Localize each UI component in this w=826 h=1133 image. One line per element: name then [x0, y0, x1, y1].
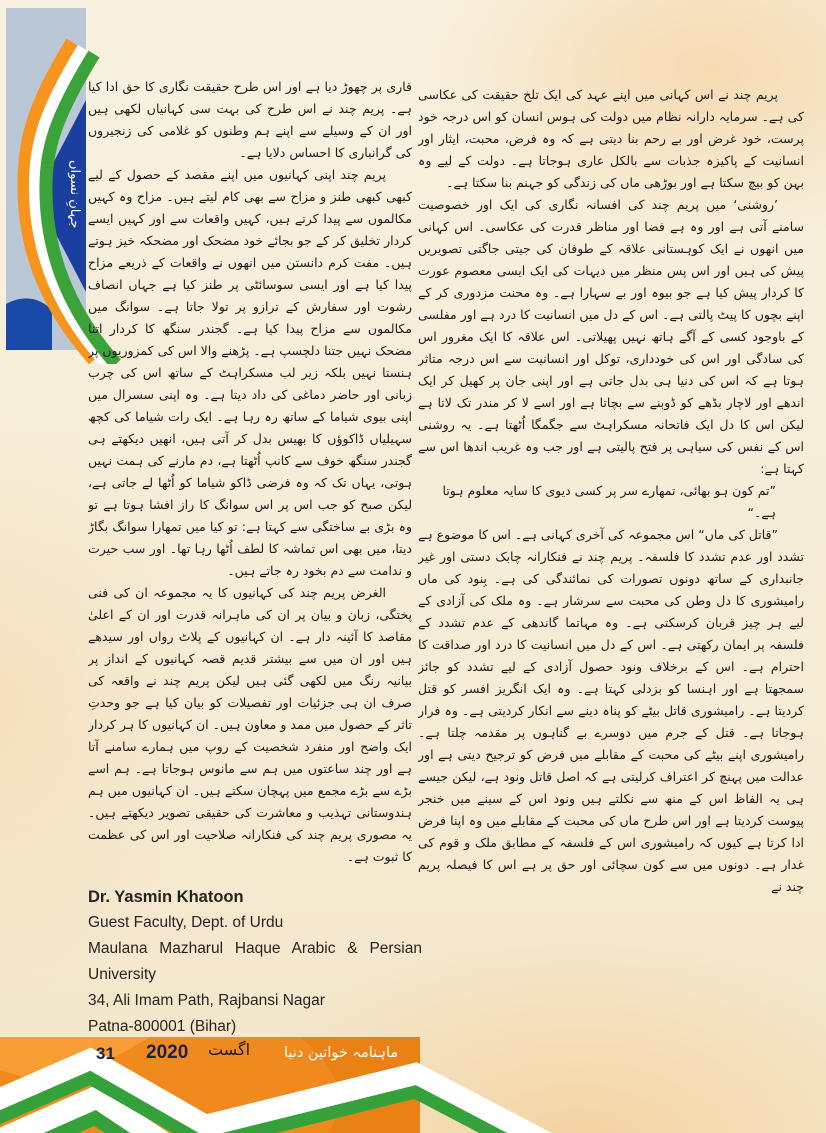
- section-label-vertical: جہانِ نسواں: [67, 160, 82, 229]
- right-paragraph-2: ’روشنی‘ میں پریم چند کی افسانہ نگاری کی ایک اور خصوصیت سامنے آتی ہے اور وہ ہے فضا اور مناظر قدرت کی عکاسی۔ اس کہانی میں انھوں نے ایک کوہستانی علاقہ کے طوفان کی جیتی جاگتی تصویریں پیش کی ہیں اور اس پس منظر میں دیہات کی ایک ایسی معصوم عورت کا کردار پیش کیا ہے جو بیوہ اور بے سہارا ہے۔ وہ محنت مزدوری کر کے اپنے بچوں کا پیٹ پالتی ہے۔ اس کے دل میں انسانیت کا درد ہے اور مفلسی کے باوجود کسی کے آگے ہاتھ نہیں پھیلاتی۔ اس علاقہ کا ایک مغرور اس کی سادگی اور اس کی خودداری، توکل اور انسانیت سے اس درجہ متاثر ہوتا ہے کہ اس کی دنیا ہی بدل جاتی ہے اور اپنی جان پر کھیل کر ایک اندھے اور لاچار بڈھے کو ڈوبنے سے بچاتا ہے اور اسے لا کر مندر تک لاتا ہے لیکن اس کا دل ایک فاتحانہ مسکراہٹ سے جگمگا اُٹھتا ہے۔ یہ روشنی اس کے نفس کی سیاہی پر فتح پالیتی ہے اور جب وہ غریب اندھا اس سے کہتا ہے:: [418, 197, 804, 476]
- left-paragraph-3: الغرض پریم چند کی کہانیوں کا یہ مجموعہ ان کی فنی پختگی، زبان و بیان پر ان کی ماہرانہ قدرت اور ان کے اعلیٰ مقاصد کا آئینہ دار ہے۔ ان کہانیوں کے پلاٹ رواں اور سیدھے ہیں اور ان میں سے بیشتر قدیم قصہ کہانیوں کے انداز پر بیانیہ رنگ میں لکھی گئی ہیں لیکن پریم چند نے واقعہ کی صرف ان ہی جزئیات اور تفصیلات کو بیان کیا ہے جو وحدتِ تاثر کے حصول میں ممد و معاون ہیں۔ ان کہانیوں کا ہر کردار ایک واضح اور منفرد شخصیت کے روپ میں ہمارے سامنے آتا ہے اور چند ساعتوں میں ہم سے مانوس ہوجاتا ہے۔ ہم اسے بڑے سے بڑے مجمع میں پہچان سکتے ہیں۔ ان کہانیوں میں ہم ہندوستانی تہذیب و معاشرت کی حقیقی تصویر دیکھتے ہیں۔ یہ مصوری پریم چند کی فنکارانہ صلاحیت اور اس کی عظمت کا ثبوت ہے۔: [88, 585, 412, 864]
- right-text-column: [418, 84, 804, 1084]
- author-block: [88, 884, 422, 1040]
- footer-page-number: 31: [96, 1044, 115, 1063]
- author-city-address: Patna-800001 (Bihar): [88, 1018, 237, 1035]
- left-paragraph-2: پریم چند اپنی کہانیوں میں اپنے مقصد کے حصول کے لیے کبھی کبھی طنز و مزاح سے بھی کام لیتے ہیں۔ مزاح وہ کہیں مکالموں سے پیدا کرتے ہیں، کہیں واقعات سے اور کہیں ایسے کردار تخلیق کر کے جو بجائے خود مضحک اور مضحکہ خیز ہوتے ہیں۔ مفت کرم دانستن میں انھوں نے واقعات کے ذریعے مزاح پیدا کیا ہے اور ایسی سوسائٹی پر طنز کیا ہے جہاں انصاف رشوت اور سفارش کے ترازو پر تولا جاتا ہے۔ سوانگ میں مکالموں سے مزاح پیدا کیا ہے۔ گجندر سنگھ کا کردار اتنا مضحک نہیں جتنا دلچسپ ہے۔ پڑھنے والا اس کی کمزوریوں پر ہنستا نہیں بلکہ زیر لب مسکراہٹ کے ساتھ اس کی چرب زبانی اور حاضر دماغی کی داد دیتا ہے۔ وہ اپنی سسرال میں اپنی بیوی شیاما کے ساتھ رہ رہا ہے۔ ایک رات شیاما کی کچھ سہیلیاں ڈاکوؤں کا بھیس بدل کر آتی ہیں، انھیں دیکھتے ہی گجندر سنگھ خوف سے کانپ اُٹھتا ہے، دم مارنے کی ہمت نہیں ہوتی، یہاں تک کہ وہ فرضی ڈاکو شیاما کو اُٹھا لے جاتی ہے، لیکن صبح کو جب اس پر اس سوانگ کا راز افشا ہوتا ہے تو وہ بڑی بے ساختگی سے کہتا ہے: تو کیا میں تمھارا سوانگ بگاڑ دیتا، میں بھی اس تماشہ کا لطف اُٹھا رہا تھا۔ اور سب حیرت و ندامت سے دم بخود رہ جاتے ہیں۔: [88, 167, 412, 578]
- right-paragraph-1: پریم چند نے اس کہانی میں اپنے عہد کی ایک تلخ حقیقت کی عکاسی کی ہے۔ سرمایہ دارانہ نظام میں دولت کی ہوس انسان کو اس درجہ خود پرست، خود غرض اور بے رحم بنا دیتی ہے کہ وہ فرض، محبت، ایثار اور انسانیت کے پاکیزہ جذبات سے بالکل عاری ہوجاتا ہے۔ دولت کے لیے وہ بہن کو بیچ سکتا ہے اور بوڑھی ماں کی زندگی کو جہنم بنا سکتا ہے۔: [418, 87, 804, 190]
- footer-month: اگست: [208, 1040, 251, 1059]
- right-quote-line: ”تم کون ہو بھائی، تمھارے سر پر کسی دیوی کا سایہ معلوم ہوتا ہے۔“: [442, 483, 776, 520]
- right-paragraph-3: ”قاتل کی ماں“ اس مجموعہ کی آخری کہانی ہے۔ اس کا موضوع ہے تشدد اور عدم تشدد کا فلسفہ۔ پریم چند نے فنکارانہ چابک دستی اور غیر جانبداری کے ساتھ دونوں تصورات کی نمائندگی کی ہے۔ بِنود کی ماں رامیشوری کا دل وطن کی محبت سے سرشار ہے۔ وہ ملک کی آزادی کے لیے ہر چیز قربان کرسکتی ہے۔ وہ مہاتما گاندھی کے عدم تشدد کے فلسفہ پر ایمان رکھتی ہے۔ اس کے دل میں انسانیت کا درد اور صداقت کا احترام ہے۔ اس کے برخلاف ونود حصول آزادی کے لیے تشدد کو جائز سمجھتا ہے اور اہنسا کو بزدلی کہتا ہے۔ وہ ایک انگریز افسر کو قتل کردیتا ہے۔ رامیشوری قاتل بیٹے کو پناہ دینے سے انکار کردیتی ہے۔ وہ فرار ہوجاتا ہے۔ قتل کے جرم میں دوسرے بے گناہوں پر مقدمہ چلتا ہے۔ رامیشوری اپنے بیٹے کی محبت کے مقابلے میں فرض کو ترجیح دیتی ہے اور عدالت میں پہنچ کر اعتراف کرلیتی ہے کہ اصل قاتل ونود ہے، لیکن جیسے ہی یہ الفاظ اس کے منھ سے نکلتے ہیں ونود اس کے سینے میں خنجر پیوست کردیتا ہے اور اس طرح ماں کی محبت کے مقابلے میں وہ اپنا فرض ادا کرتا ہے کیوں کہ رامیشوری اس کے فلسفہ کے مطابق ملک و قوم کی غدار ہے۔ دونوں میں سے کون سچائی اور حق پر ہے اس کا فیصلہ پریم چند نے: [418, 527, 804, 894]
- footer-year: 2020: [146, 1042, 189, 1063]
- author-name: Dr. Yasmin Khatoon: [88, 888, 244, 906]
- left-text-column: [88, 76, 412, 882]
- left-paragraph-1: قاری پر چھوڑ دیا ہے اور اس طرح حقیقت نگاری کا حق ادا کیا ہے۔ پریم چند نے اس طرح کی بہت سی کہانیاں لکھی ہیں اور ان کے وسیلے سے اپنے ہم وطنوں کو غلامی کی زنجیروں کی گرانباری کا احساس دلایا ہے۔: [88, 79, 412, 160]
- footer-magazine-title: ماہنامہ خواتین دنیا: [284, 1045, 399, 1061]
- author-street-address: 34, Ali Imam Path, Rajbansi Nagar: [88, 992, 325, 1009]
- author-designation: Guest Faculty, Dept. of Urdu: [88, 914, 284, 931]
- author-institution: Maulana Mazharul Haque Arabic & Persian University: [88, 940, 422, 983]
